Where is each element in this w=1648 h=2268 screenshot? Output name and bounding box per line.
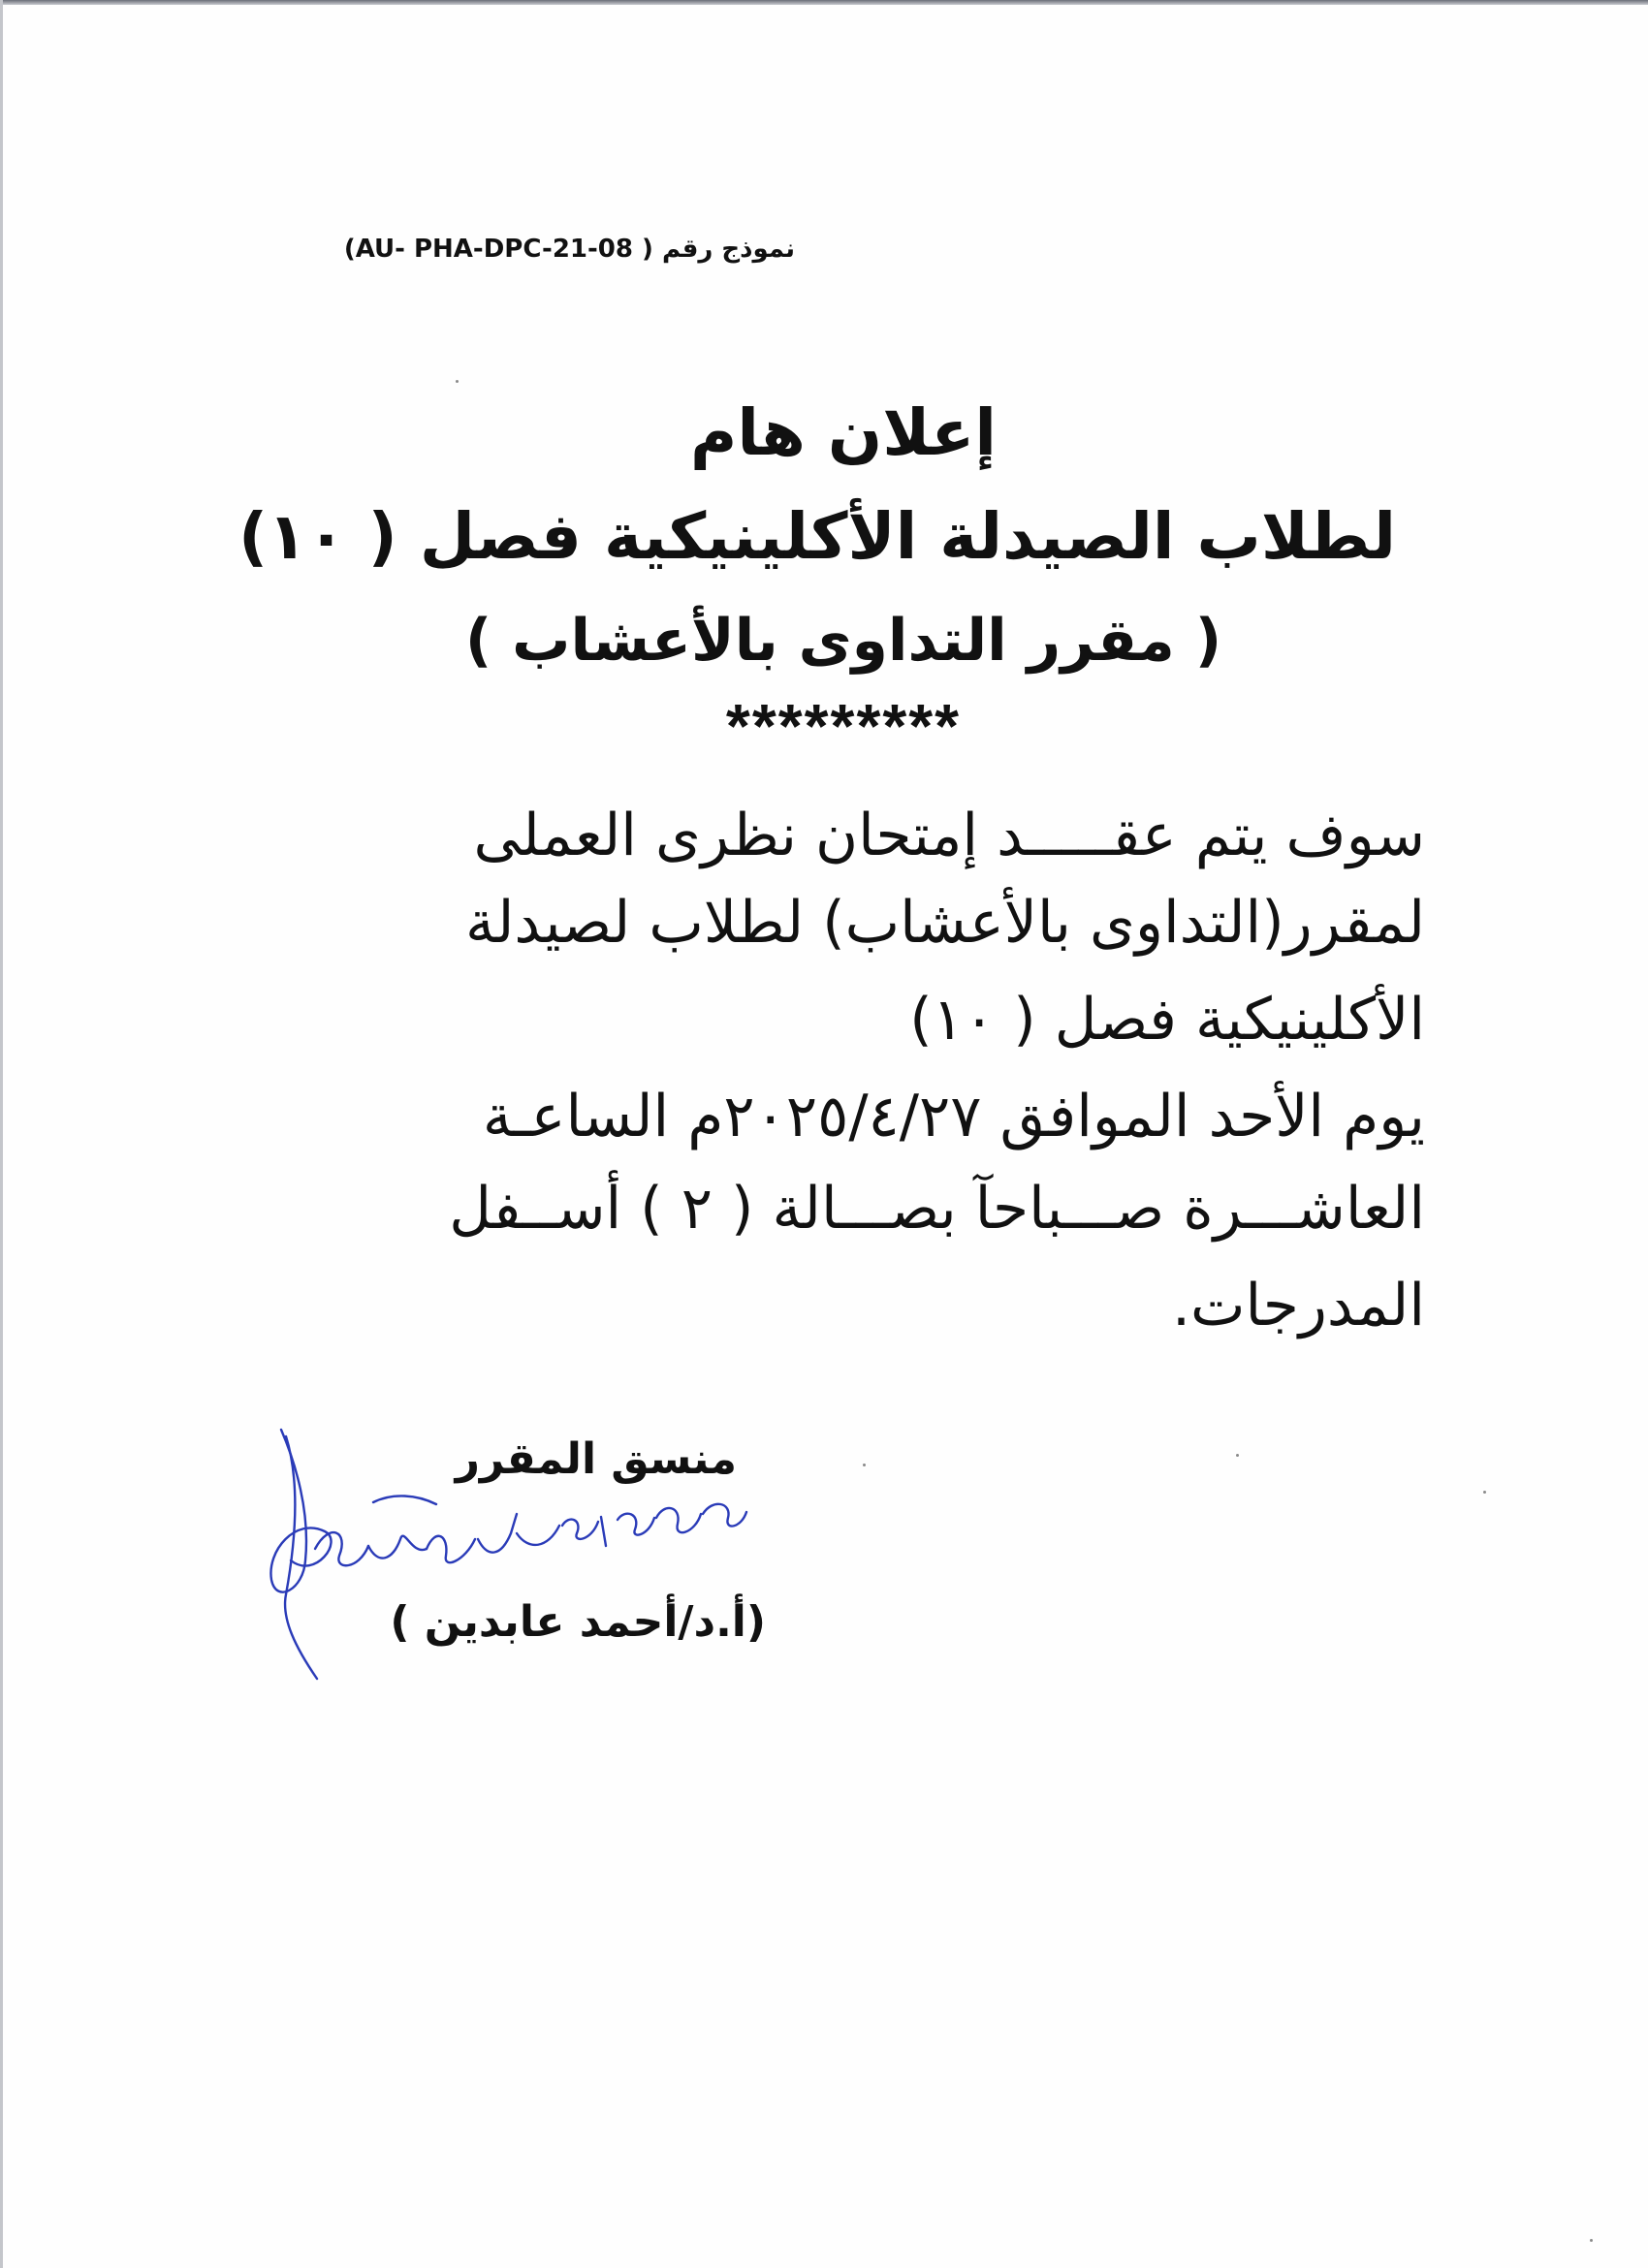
handwritten-signature: [257, 1425, 780, 1686]
scan-edge-top: [0, 0, 1648, 5]
scan-speck: [863, 1464, 866, 1466]
body-line: لمقرر(التداوى بالأعشاب) لطلاب لصيدلة: [464, 889, 1425, 957]
body-line: العاشـــرة صـــباحآ بصـــالة ( ٢ ) أســفل: [449, 1175, 1425, 1243]
body-line: الأكلينيكية فصل ( ١٠): [909, 986, 1425, 1054]
body-line: المدرجات.: [1171, 1272, 1425, 1339]
scan-speck: [1590, 2239, 1593, 2242]
scan-speck: [1483, 1491, 1486, 1494]
scan-speck: [456, 380, 459, 383]
audience-subtitle: لطلاب الصيدلة الأكلينيكية فصل ( ١٠): [238, 499, 1396, 574]
body-line: سوف يتم عقـــــد إمتحان نظرى العملى: [473, 802, 1425, 869]
body-line: يوم الأحد الموافق ٢٠٢٥/٤/٢٧م الساعـة: [482, 1083, 1425, 1150]
announcement-title: إعلان هام: [689, 395, 998, 470]
scan-speck: [1236, 1454, 1239, 1457]
coordinator-label: منسق المقرر: [455, 1434, 737, 1484]
course-subtitle: ( مقرر التداوى بالأعشاب ): [464, 607, 1222, 675]
stars-separator: *********: [725, 691, 962, 761]
coordinator-name: (أ.د/أحمد عابدين ): [390, 1597, 766, 1647]
scan-edge-left: [0, 0, 3, 2268]
form-number: نموذج رقم ( AU- PHA-DPC-21-08): [343, 235, 795, 264]
